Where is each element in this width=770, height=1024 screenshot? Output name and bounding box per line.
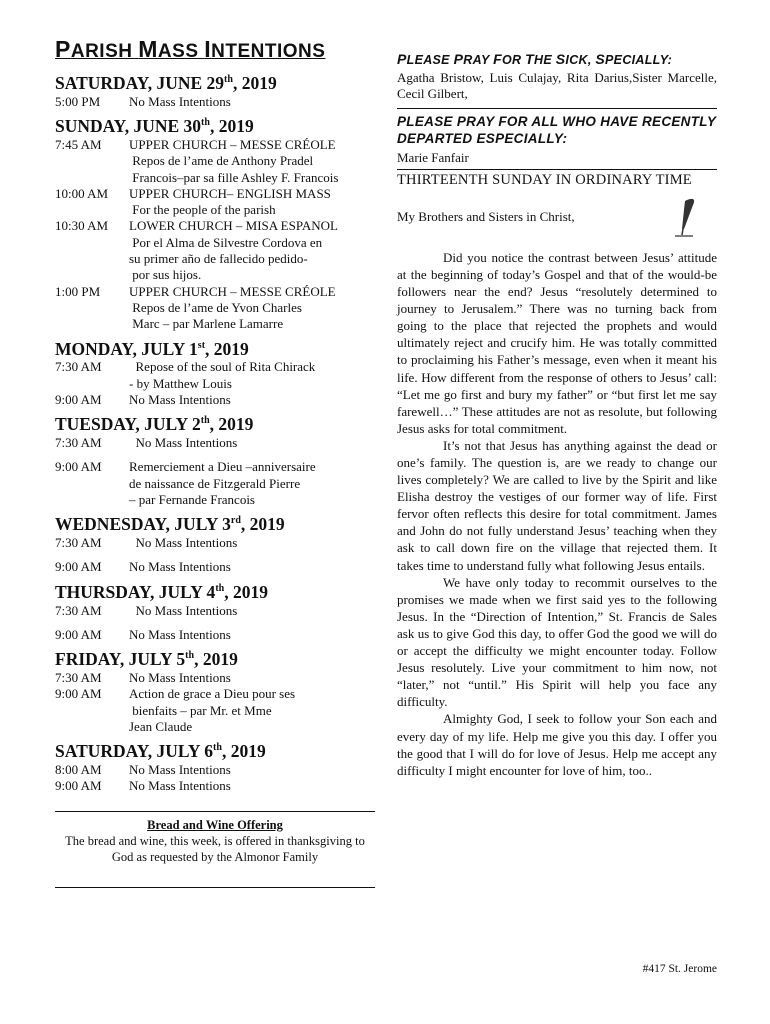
mass-time: 8:00 AM <box>55 761 102 777</box>
mass-time: 7:45 AM <box>55 136 102 152</box>
mass-time: 10:30 AM <box>55 218 109 234</box>
mass-time: 5:00 PM <box>55 93 101 109</box>
day-heading: WEDNESDAY, JULY 3rd, 2019 <box>55 514 285 535</box>
mass-intention: LOWER CHURCH – MISA ESPANOL Por el Alma de Silvestre Cordova en su primer año de fallecido pedido- por sus hijos. <box>129 218 338 283</box>
mass-intention: No Mass Intentions <box>129 761 231 777</box>
mass-time: 7:30 AM <box>55 669 102 685</box>
mass-time: 7:30 AM <box>55 435 102 451</box>
day-heading: THURSDAY, JULY 4th, 2019 <box>55 581 268 602</box>
sick-heading: PLEASE PRAY FOR THE SICK, SPECIALLY: <box>397 51 673 67</box>
mass-entry <box>55 603 375 619</box>
mass-time: 9:00 AM <box>55 778 102 794</box>
prayers-column <box>397 36 717 779</box>
mass-entry <box>55 435 375 451</box>
mass-intention: UPPER CHURCH – MESSE CRÉOLE Repos de l’ame de Anthony Pradel Francois–par sa fille Ashley F. Francois <box>129 136 339 185</box>
mass-entry <box>55 670 375 686</box>
day-heading: FRIDAY, JULY 5th, 2019 <box>55 648 238 669</box>
schedule <box>55 69 375 795</box>
mass-intention: No Mass Intentions <box>129 535 238 551</box>
mass-entry <box>55 686 375 735</box>
mass-intention: UPPER CHURCH– ENGLISH MASS For the people of the parish <box>129 185 331 218</box>
day-heading: MONDAY, JULY 1st, 2019 <box>55 338 249 359</box>
mass-intention: No Mass Intentions <box>129 602 238 618</box>
mass-intention: No Mass Intentions <box>129 626 231 642</box>
page-title: PARISH MASS INTENTIONS <box>55 36 326 62</box>
mass-time: 7:30 AM <box>55 602 102 618</box>
divider <box>397 169 717 170</box>
mass-time: 9:00 AM <box>55 459 102 475</box>
mass-entry <box>55 186 375 219</box>
mass-intention: No Mass Intentions <box>129 778 231 794</box>
greeting-row <box>397 195 717 239</box>
mass-time: 9:00 AM <box>55 559 102 575</box>
mass-intention: Action de grace a Dieu pour ses bienfaits – par Mr. et Mme Jean Claude <box>129 686 296 734</box>
reflection-paragraph: It’s not that Jesus has anything against the dead or one’s family. The question is, are we ready to change our lives completely? We are called to live by the Spirit and like Elisha destroy the vestiges of our former way of life. First fervor often reflects this desire for total commitment. James and John do not fully understand Jesus’ teaching when they ask to call down fire on the village that rejected them. It takes time to understand fully what following Jesus entails. <box>397 437 717 573</box>
greeting: My Brothers and Sisters in Christ, <box>397 208 575 224</box>
reflection-text <box>397 249 717 779</box>
mass-intention: No Mass Intentions <box>129 669 231 685</box>
mass-entry <box>55 762 375 778</box>
mass-time: 1:00 PM <box>55 283 101 299</box>
mass-entry <box>55 778 375 794</box>
reflection-paragraph: We have only today to recommit ourselves to the promises we made when we first said yes to the following Jesus. In the “Direction of Intention,” St. Francis de Sales ask us to give God this day, to offer God the good we will do or accept the difficulty we might encounter today. Follow Jesus resolutely. Live your commitment to him now, not “later,” not “until.” His Spirit will help you face any difficulty. <box>397 574 717 710</box>
mass-intention: No Mass Intentions <box>129 435 238 451</box>
mass-time: 9:00 AM <box>55 686 102 702</box>
mass-intention: No Mass Intentions <box>129 93 231 109</box>
offering-title: Bread and Wine Offering <box>147 817 283 832</box>
day-heading: SATURDAY, JUNE 29th, 2019 <box>55 72 277 93</box>
divider <box>397 108 717 109</box>
mass-time: 7:30 AM <box>55 359 102 375</box>
sick-names: Agatha Bristow, Luis Culajay, Rita Darius,Sister Marcelle, Cecil Gilbert, <box>397 70 717 102</box>
mass-entry <box>55 218 375 283</box>
mass-intention: No Mass Intentions <box>129 559 231 575</box>
departed-heading: PLEASE PRAY FOR ALL WHO HAVE RECENTLY DEPARTED ESPECIALLY: <box>397 113 716 146</box>
mass-entry <box>55 392 375 408</box>
day-heading: SATURDAY, JULY 6th, 2019 <box>55 740 266 761</box>
mass-time: 10:00 AM <box>55 185 109 201</box>
day-heading: TUESDAY, JULY 2th, 2019 <box>55 414 254 435</box>
bread-wine-offering <box>55 811 375 865</box>
mass-intention: Repose of the soul of Rita Chirack - by Matthew Louis <box>129 359 316 391</box>
mass-time: 9:00 AM <box>55 391 102 407</box>
mass-intention: UPPER CHURCH – MESSE CRÉOLE Repos de l’ame de Yvon Charles Marc – par Marlene Lamarre <box>129 283 336 332</box>
mass-entry <box>55 284 375 333</box>
mass-entry <box>55 559 375 575</box>
footer: #417 St. Jerome <box>642 963 717 975</box>
mass-time: 9:00 AM <box>55 626 102 642</box>
mass-intention: Remerciement a Dieu –anniversaire de naissance de Fitzgerald Pierre – par Fernande Francois <box>129 459 316 507</box>
mass-entry <box>55 359 375 392</box>
quill-pen-icon <box>663 195 707 239</box>
mass-entry <box>55 94 375 110</box>
mass-entry <box>55 535 375 551</box>
offering-text: The bread and wine, this week, is offered in thanksgiving to God as requested by the Almonor Family <box>65 833 365 864</box>
day-heading: SUNDAY, JUNE 30th, 2019 <box>55 115 254 136</box>
mass-entry <box>55 459 375 508</box>
departed-names: Marie Fanfair <box>397 149 469 165</box>
divider <box>55 887 375 888</box>
mass-time: 7:30 AM <box>55 535 102 551</box>
mass-intentions-column <box>55 36 375 888</box>
mass-intention: No Mass Intentions <box>129 391 231 407</box>
reflection-paragraph: Almighty God, I seek to follow your Son each and every day of my life. Help me give you this day. I offer you the good that I will do for love of Jesus. Help me accept any difficulty I might encounter for love of him, too.. <box>397 711 717 778</box>
mass-entry <box>55 137 375 186</box>
reflection-paragraph: Did you notice the contrast between Jesus’ attitude at the beginning of today’s Gospel and that of the would-be followers near the end? Jesus “resolutely determined to journey to Jerusalem.” There was no turning back from going to the place that rejected the prophets and would ultimately reject and crucify him. He was totally committed to proclaiming his Father’s message, even when it meant his life. How different from the response of others to Jesus’ call: “Let me go first and bury my father” or “but first let me say farewell…” These attitudes are not as resolute, but following Jesus asks for total commitment. <box>397 249 717 436</box>
mass-entry <box>55 627 375 643</box>
reflection-title: THIRTEENTH SUNDAY IN ORDINARY TIME <box>397 171 692 188</box>
